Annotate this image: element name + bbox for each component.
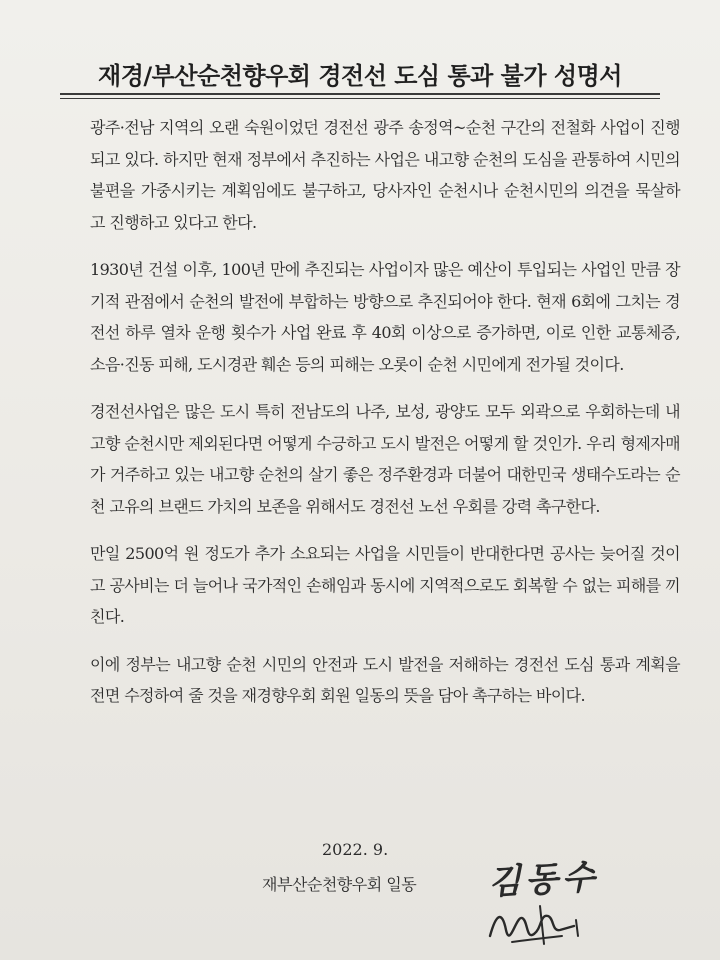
title-underline — [60, 93, 660, 95]
statement-body — [90, 112, 680, 728]
paragraph-5: 이에 정부는 내고향 순천 시민의 안전과 도시 발전을 저해하는 경전선 도심 통과 계획을 전면 수정하여 줄 것을 재경향우회 회원 일동의 뜻을 담아 촉구하는 바이다. — [90, 654, 680, 705]
paragraph-1: 광주·전남 지역의 오랜 숙원이었던 경전선 광주 송정역~순천 구간의 전철화 사업이 진행되고 있다. 하지만 현재 정부에서 추진하는 사업은 내고향 순천의 도심을 관통하여 시민의 불편을 가중시키는 계획임에도 불구하고, 당사자인 순천시나 순천시민의 의견을 묵살하고 진행하고 있다고 한다. — [90, 118, 680, 232]
statement-date: 2022. 9. — [322, 840, 389, 859]
paragraph-4: 만일 2500억 원 정도가 추가 소요되는 사업을 시민들이 반대한다면 공사는 늦어질 것이고 공사비는 더 늘어나 국가적인 손해임과 동시에 지역적으로도 회복할 수 없는 피해를 끼친다. — [90, 544, 680, 626]
signature-scribble — [482, 896, 592, 956]
paragraph-3: 경전선사업은 많은 도시 특히 전남도의 나주, 보성, 광양도 모두 외곽으로 우회하는데 내고향 순천시만 제외된다면 어떻게 수긍하고 도시 발전은 어떻게 할 것인가. 우리 형제자매가 거주하고 있는 내고향 순천의 살기 좋은 정주환경과 더불어 대한민국 생태수도라는 순천 고유의 브랜드 가치의 보존을 위해서도 경전선 노선 우회를 강력 촉구한다. — [90, 402, 680, 516]
document-title: 재경/부산순천향우회 경전선 도심 통과 불가 성명서 — [98, 62, 622, 90]
handwritten-signature-name: 김동수 — [487, 857, 600, 903]
paragraph-2: 1930년 건설 이후, 100년 만에 추진되는 사업이자 많은 예산이 투입되는 사업인 만큼 장기적 관점에서 순천의 발전에 부합하는 방향으로 추진되어야 한다. 현재 6회에 그치는 경전선 하루 열차 운행 횟수가 사업 완료 후 40회 이상으로 증가하면, 이로 인한 교통체증, 소음·진동 피해, 도시경관 훼손 등의 피해는 오롯이 순천 시민에게 전가될 것이다. — [90, 260, 680, 374]
title-underline-thin — [60, 98, 660, 99]
signer-organization: 재부산순천향우회 일동 — [262, 875, 417, 894]
